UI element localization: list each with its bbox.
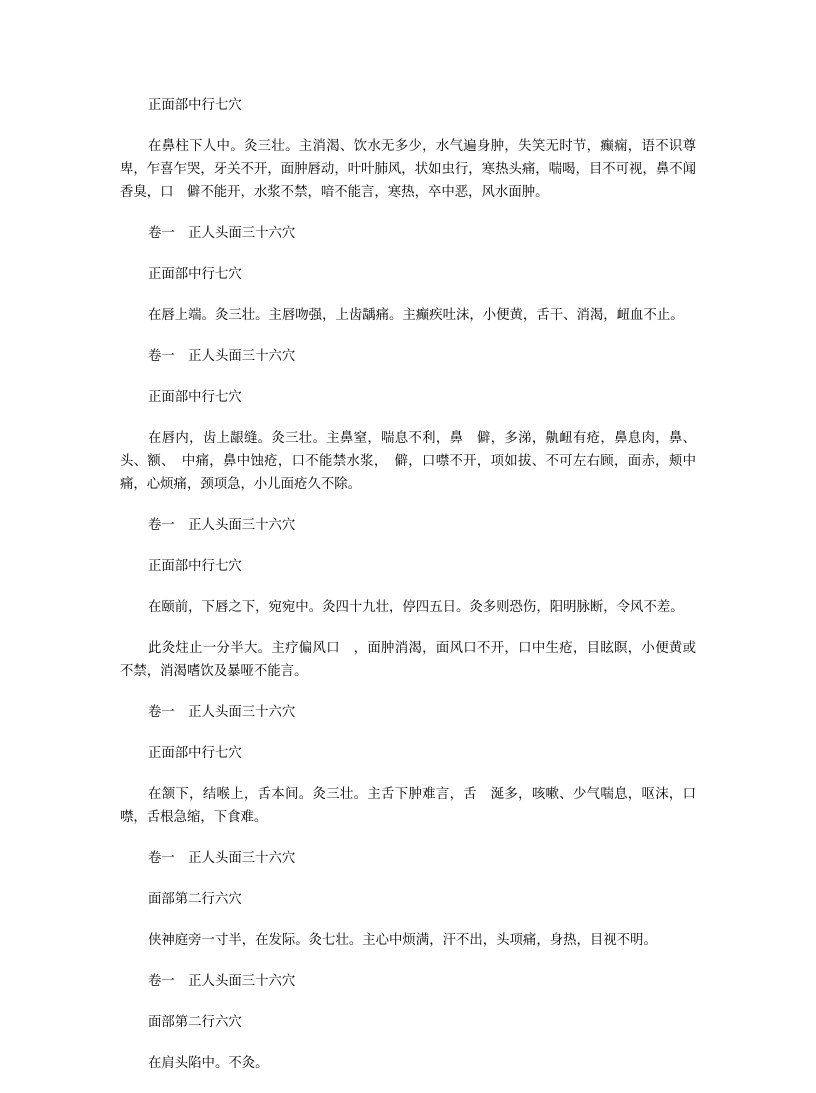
body-paragraph: 此灸炷止一分半大。主疗偏风口 ，面肿消渴，面风口不开，口中生疮，目眩瞑，小便黄或不禁，消渴嗜饮及暴哑不能言。 <box>120 641 696 679</box>
chapter-heading: 卷一 正人头面三十六穴 <box>148 226 296 241</box>
document-body <box>120 94 696 1093</box>
section-heading: 正面部中行七穴 <box>148 746 242 761</box>
section-heading: 面部第二行六穴 <box>148 892 242 907</box>
section-heading: 正面部中行七穴 <box>148 98 242 113</box>
body-paragraph: 在鼻柱下人中。灸三壮。主消渴、饮水无多少，水气遍身肿，失笑无时节，癫痫，语不识尊卑，乍喜乍哭，牙关不开，面肿唇动，叶叶肺风，状如虫行，寒热头痛，喘喝，目不可视，鼻不闻香臭，口 僻不能开，水浆不禁，喑不能言，寒热，卒中恶，风水面肿。 <box>120 139 696 200</box>
body-paragraph: 在颐前，下唇之下，宛宛中。灸四十九壮，停四五日。灸多则恐伤，阳明脉断，令风不差。 <box>148 600 684 615</box>
body-paragraph: 在颔下，结喉上，舌本间。灸三壮。主舌下肿难言，舌 涎多，咳嗽、少气喘息，呕沫，口噤，舌根急缩，下食难。 <box>120 787 696 825</box>
chapter-heading: 卷一 正人头面三十六穴 <box>148 851 296 866</box>
chapter-heading: 卷一 正人头面三十六穴 <box>148 349 296 364</box>
body-paragraph: 在唇上端。灸三壮。主唇吻强，上齿龋痛。主癫疾吐沫，小便黄，舌干、消渴，衄血不止。 <box>148 308 684 323</box>
chapter-heading: 卷一 正人头面三十六穴 <box>148 705 296 720</box>
section-heading: 正面部中行七穴 <box>148 267 242 282</box>
chapter-heading: 卷一 正人头面三十六穴 <box>148 974 296 989</box>
body-paragraph: 在肩头陷中。不灸。 <box>148 1056 269 1071</box>
chapter-heading: 卷一 正人头面三十六穴 <box>148 518 296 533</box>
body-paragraph: 在唇内，齿上龈缝。灸三壮。主鼻窒，喘息不利，鼻 僻，多涕，鼽衄有疮，鼻息肉，鼻、头、额、 中痛，鼻中蚀疮，口不能禁水浆， 僻，口噤不开，项如拔、不可左右顾，面赤，颊中痛，心烦痛，颈项急，小儿面疮久不除。 <box>120 431 696 492</box>
section-heading: 正面部中行七穴 <box>148 559 242 574</box>
section-heading: 正面部中行七穴 <box>148 390 242 405</box>
body-paragraph: 侠神庭旁一寸半，在发际。灸七壮。主心中烦满，汗不出，头项痛，身热，目视不明。 <box>148 933 657 948</box>
section-heading: 面部第二行六穴 <box>148 1015 242 1030</box>
